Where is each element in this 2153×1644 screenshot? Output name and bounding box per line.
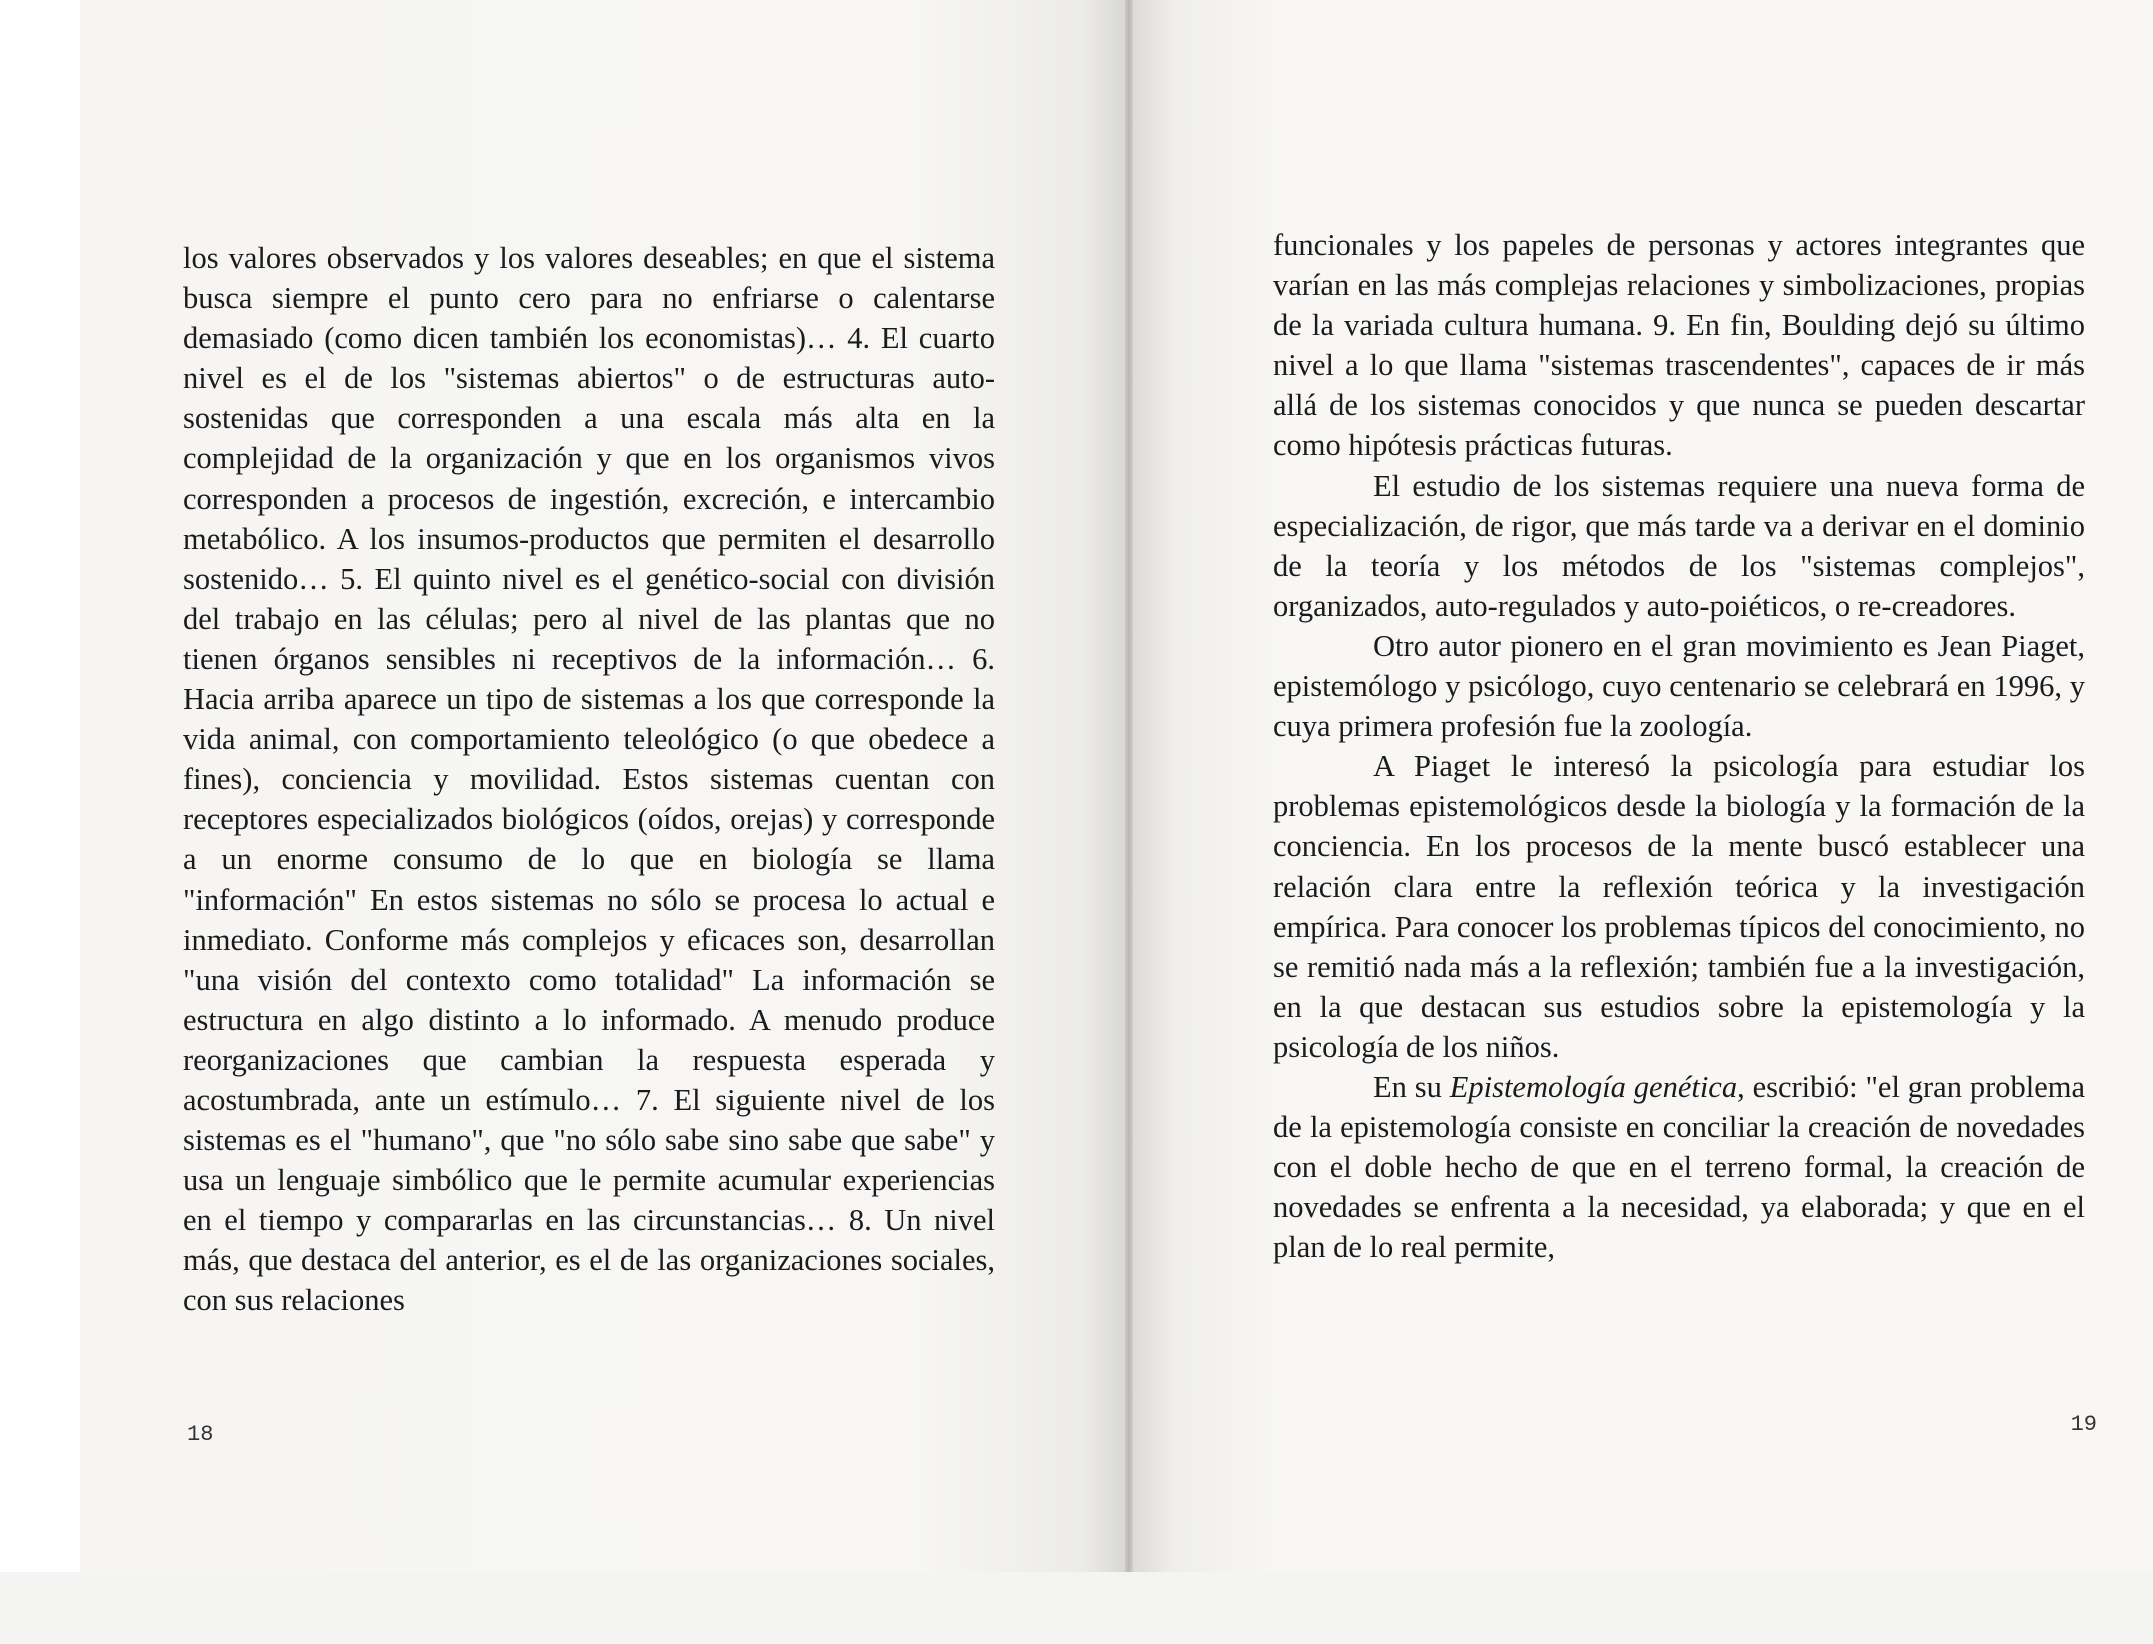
paragraph-5-lead: En su (1373, 1069, 1450, 1104)
right-page-paragraph-2: El estudio de los sistemas requiere una nueva forma de especialización, de rigor, que más tarde va a derivar en el dominio de la teoría y los métodos de los "sistemas complejos", organizados, auto-regulados y auto-poiéticos, o re-creadores. (1273, 468, 2085, 623)
left-page-text (183, 238, 995, 1321)
paragraph-5-body: , escribió: "el gran problema de la epistemología consiste en conciliar la creación de novedades con el doble hecho de que en el terreno formal, la creación de novedades se enfrenta a la necesidad, ya elaborada; y que en el plan de lo real permite, (1273, 1069, 2085, 1265)
book-title-epistemologia-genetica: Epistemología genética (1449, 1069, 1738, 1104)
right-page-text (1273, 225, 2085, 1267)
right-page-paragraph-3: Otro autor pionero en el gran movimiento es Jean Piaget, epistemólogo y psicólogo, cuyo centenario se celebrará en 1996, y cuya primera profesión fue la zoología. (1273, 628, 2085, 744)
scan-margin-left (0, 0, 80, 1644)
right-page-paragraph-4: A Piaget le interesó la psicología para estudiar los problemas epistemológicos desde la biología y la formación de la conciencia. En los procesos de la mente buscó establecer una relación clara entre la reflexión teórica y la investigación empírica. Para conocer los problemas típicos del conocimiento, no se remitió nada más a la reflexión; también fue a la investigación, en la que destacan sus estudios sobre la epistemología y la psicología de los niños. (1273, 749, 2085, 1064)
right-page (1133, 0, 2153, 1572)
right-page-paragraph-5 (1273, 1067, 2085, 1267)
left-page-paragraph-1: los valores observados y los valores deseables; en que el sistema busca siempre el punto cero para no enfriarse o calentarse demasiado (como dicen también los economistas)… 4. El cuarto nivel es el de los "sistemas abiertos" o de estructuras auto-sostenidas que corresponden a una escala más alta en la complejidad de la organización y que en los organismos vivos corresponden a procesos de ingestión, excreción, e intercambio metabólico. A los insumos-productos que permiten el desarrollo sostenido… 5. El quinto nivel es el genético-social con división del trabajo en las células; pero al nivel de las plantas que no tienen órganos sensibles ni receptivos de la información… 6. Hacia arriba aparece un tipo de sistemas a los que corresponde la vida animal, con comportamiento teleológico (o que obedece a fines), conciencia y movilidad. Estos sistemas cuentan con receptores especializados biológicos (oídos, orejas) y corresponde a un enorme consumo de lo que en biología se llama "información" En estos sistemas no sólo se procesa lo actual e inmediato. Conforme más complejos y eficaces son, desarrollan "una visión del contexto como totalidad" La información se estructura en algo distinto a lo informado. A menudo produce reorganizaciones que cambian la respuesta esperada y acostumbrada, ante un estímulo… 7. El siguiente nivel de los sistemas es el "humano", que "no sólo sabe sino sabe que sabe" y usa un lenguaje simbólico que le permite acumular experiencias en el tiempo y compararlas en las circunstancias… 8. Un nivel más, que destaca del anterior, es el de las organizaciones sociales, con sus relaciones (183, 241, 995, 1318)
left-page-number: 18 (187, 1422, 214, 1447)
book-gutter (1125, 0, 1133, 1572)
right-page-paragraph-1: funcionales y los papeles de personas y actores integrantes que varían en las más complejas relaciones y simbolizaciones, propias de la variada cultura humana. 9. En fin, Boulding dejó su último nivel a lo que llama "sistemas trascendentes", capaces de ir más allá de los sistemas conocidos y que nunca se pueden descartar como hipótesis prácticas futuras. (1273, 228, 2085, 463)
scan-margin-bottom (0, 1572, 2153, 1644)
right-page-number: 19 (2070, 1412, 2097, 1437)
left-page (80, 0, 1125, 1572)
